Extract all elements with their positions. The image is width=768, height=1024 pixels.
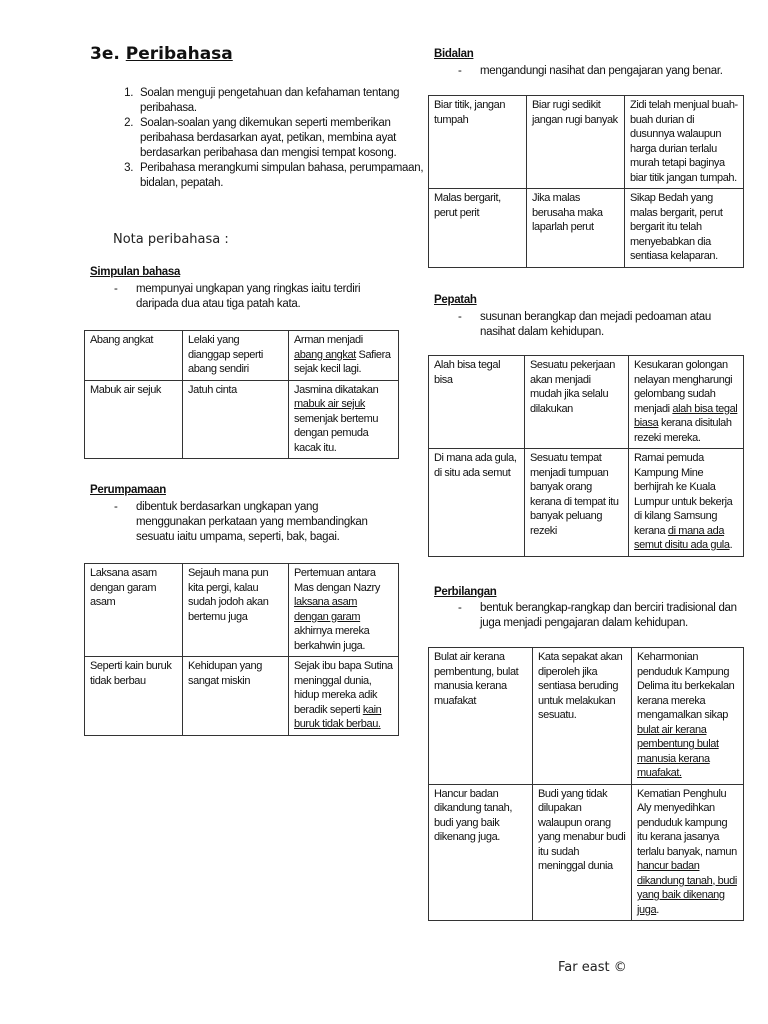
simpulan-table bbox=[84, 330, 399, 459]
table-cell: Malas bergarit, perut perit bbox=[429, 189, 527, 268]
table-cell: Jatuh cinta bbox=[183, 380, 289, 459]
table-cell: Abang angkat bbox=[85, 331, 183, 381]
pepatah-table bbox=[428, 355, 744, 557]
table-cell: Biar rugi sedikit jangan rugi banyak bbox=[527, 96, 625, 189]
table-row bbox=[85, 331, 399, 381]
footer-credit: Far east © bbox=[558, 960, 627, 975]
table-cell: Mabuk air sejuk bbox=[85, 380, 183, 459]
bidalan-heading: Bidalan bbox=[434, 48, 474, 60]
bidalan-def-text: mengandungi nasihat dan pengajaran yang benar. bbox=[480, 65, 723, 77]
table-row bbox=[429, 189, 744, 268]
table-cell-example: Kesukaran golongan nelayan mengharungi gelombang sudah menjadi alah bisa tegal biasa kerana disitulah rezeki mereka. bbox=[629, 356, 744, 449]
table-cell: Sejauh mana pun kita pergi, kalau sudah jodoh akan bertemu juga bbox=[183, 564, 289, 657]
table-cell: Biar titik, jangan tumpah bbox=[429, 96, 527, 189]
perumpamaan-table bbox=[84, 563, 399, 736]
table-cell: Budi yang tidak dilupakan walaupun orang yang menabur budi itu sudah meninggal dunia bbox=[533, 784, 632, 921]
intro-point-3: 3. Peribahasa merangkumi simpulan bahasa, perumpamaan, bidalan, pepatah. bbox=[136, 161, 436, 191]
table-cell: Bulat air kerana pembentung, bulat manusia kerana muafakat bbox=[429, 648, 533, 785]
table-cell: Laksana asam dengan garam asam bbox=[85, 564, 183, 657]
table-row bbox=[85, 564, 399, 657]
perumpamaan-def-text: dibentuk berdasarkan ungkapan yang menggunakan perkataan yang membandingkan sesuatu iaitu umpama, seperti, bak, bagai. bbox=[136, 501, 368, 543]
table-row bbox=[85, 657, 399, 736]
intro-point-1: 1. Soalan menguji pengetahuan dan kefahaman tentang peribahasa. bbox=[136, 86, 436, 116]
pepatah-definition: - susunan berangkap dan mejadi pedoaman atau nasihat dalam kehidupan. bbox=[434, 310, 744, 340]
table-cell: Di mana ada gula, di situ ada semut bbox=[429, 449, 525, 557]
table-cell: Hancur badan dikandung tanah, budi yang baik dikenang juga. bbox=[429, 784, 533, 921]
nota-label: Nota peribahasa : bbox=[113, 232, 229, 247]
title-prefix: 3e. bbox=[90, 44, 120, 64]
table-cell-example: Pertemuan antara Mas dengan Nazry laksana asam dengan garam akhirnya mereka berkahwin juga. bbox=[289, 564, 399, 657]
perbilangan-table bbox=[428, 647, 744, 921]
table-cell-example: Kematian Penghulu Aly menyedihkan penduduk kampung itu kerana jasanya terlalu banyak, namun hancur badan dikandung tanah, budi yang baik dikenang juga. bbox=[632, 784, 744, 921]
page-title bbox=[90, 44, 233, 64]
table-cell: Kehidupan yang sangat miskin bbox=[183, 657, 289, 736]
bidalan-table bbox=[428, 95, 744, 268]
table-row bbox=[429, 449, 744, 557]
perbilangan-def-text: bentuk berangkap-rangkap dan berciri tradisional dan juga menjadi pengajaran dalam kehidupan. bbox=[480, 602, 737, 629]
table-row bbox=[85, 380, 399, 459]
table-row bbox=[429, 356, 744, 449]
simpulan-definition: - mempunyai ungkapan yang ringkas iaitu terdiri daripada dua atau tiga patah kata. bbox=[90, 282, 390, 312]
table-cell: Kata sepakat akan diperoleh jika sentiasa beruding untuk melakukan sesuatu. bbox=[533, 648, 632, 785]
table-cell-example: Jasmina dikatakan mabuk air sejuk semenjak bertemu dengan pemuda kacak itu. bbox=[289, 380, 399, 459]
table-cell-example: Sikap Bedah yang malas bergarit, perut bergarit itu telah menyebabkan dia sentiasa kelaparan. bbox=[625, 189, 744, 268]
table-cell-example: Ramai pemuda Kampung Mine berhijrah ke Kuala Lumpur untuk bekerja di kilang Samsung kerana di mana ada semut disitu ada gula. bbox=[629, 449, 744, 557]
table-cell-example: Arman menjadi abang angkat Safiera sejak kecil lagi. bbox=[289, 331, 399, 381]
intro-list bbox=[90, 86, 436, 191]
table-cell-example: Keharmonian penduduk Kampung Delima itu berkekalan kerana mereka mengamalkan sikap bulat air kerana pembentung bulat manusia kerana muafakat. bbox=[632, 648, 744, 785]
table-cell-example: Sejak ibu bapa Sutina meninggal dunia, hidup mereka adik beradik seperti kain buruk tidak berbau. bbox=[289, 657, 399, 736]
perumpamaan-heading: Perumpamaan bbox=[90, 484, 166, 496]
simpulan-def-text: mempunyai ungkapan yang ringkas iaitu terdiri daripada dua atau tiga patah kata. bbox=[136, 283, 361, 310]
title-text: Peribahasa bbox=[125, 44, 233, 64]
perumpamaan-definition: - dibentuk berdasarkan ungkapan yang menggunakan perkataan yang membandingkan sesuatu iaitu umpama, seperti, bak, bagai. bbox=[90, 500, 390, 545]
table-row bbox=[429, 784, 744, 921]
perbilangan-heading: Perbilangan bbox=[434, 586, 497, 598]
perbilangan-definition: - bentuk berangkap-rangkap dan berciri tradisional dan juga menjadi pengajaran dalam kehidupan. bbox=[434, 601, 744, 631]
table-row bbox=[429, 96, 744, 189]
table-cell: Jika malas berusaha maka laparlah perut bbox=[527, 189, 625, 268]
table-cell: Alah bisa tegal bisa bbox=[429, 356, 525, 449]
bidalan-definition: - mengandungi nasihat dan pengajaran yang benar. bbox=[434, 64, 744, 79]
table-cell: Sesuatu pekerjaan akan menjadi mudah jika selalu dilakukan bbox=[525, 356, 629, 449]
table-cell: Lelaki yang dianggap seperti abang sendiri bbox=[183, 331, 289, 381]
simpulan-heading: Simpulan bahasa bbox=[90, 266, 181, 278]
intro-point-2: 2. Soalan-soalan yang dikemukan seperti memberikan peribahasa berdasarkan ayat, petikan, membina ayat berdasarkan peribahasa dan mengisi tempat kosong. bbox=[136, 116, 436, 161]
table-cell-example: Zidi telah menjual buah-buah durian di dusunnya walaupun harga durian terlalu murah tetapi baginya biar titik jangan tumpah. bbox=[625, 96, 744, 189]
pepatah-heading: Pepatah bbox=[434, 294, 477, 306]
pepatah-def-text: susunan berangkap dan mejadi pedoaman atau nasihat dalam kehidupan. bbox=[480, 311, 712, 338]
table-cell: Seperti kain buruk tidak berbau bbox=[85, 657, 183, 736]
table-cell: Sesuatu tempat menjadi tumpuan banyak orang kerana di tempat itu banyak peluang rezeki bbox=[525, 449, 629, 557]
table-row bbox=[429, 648, 744, 785]
